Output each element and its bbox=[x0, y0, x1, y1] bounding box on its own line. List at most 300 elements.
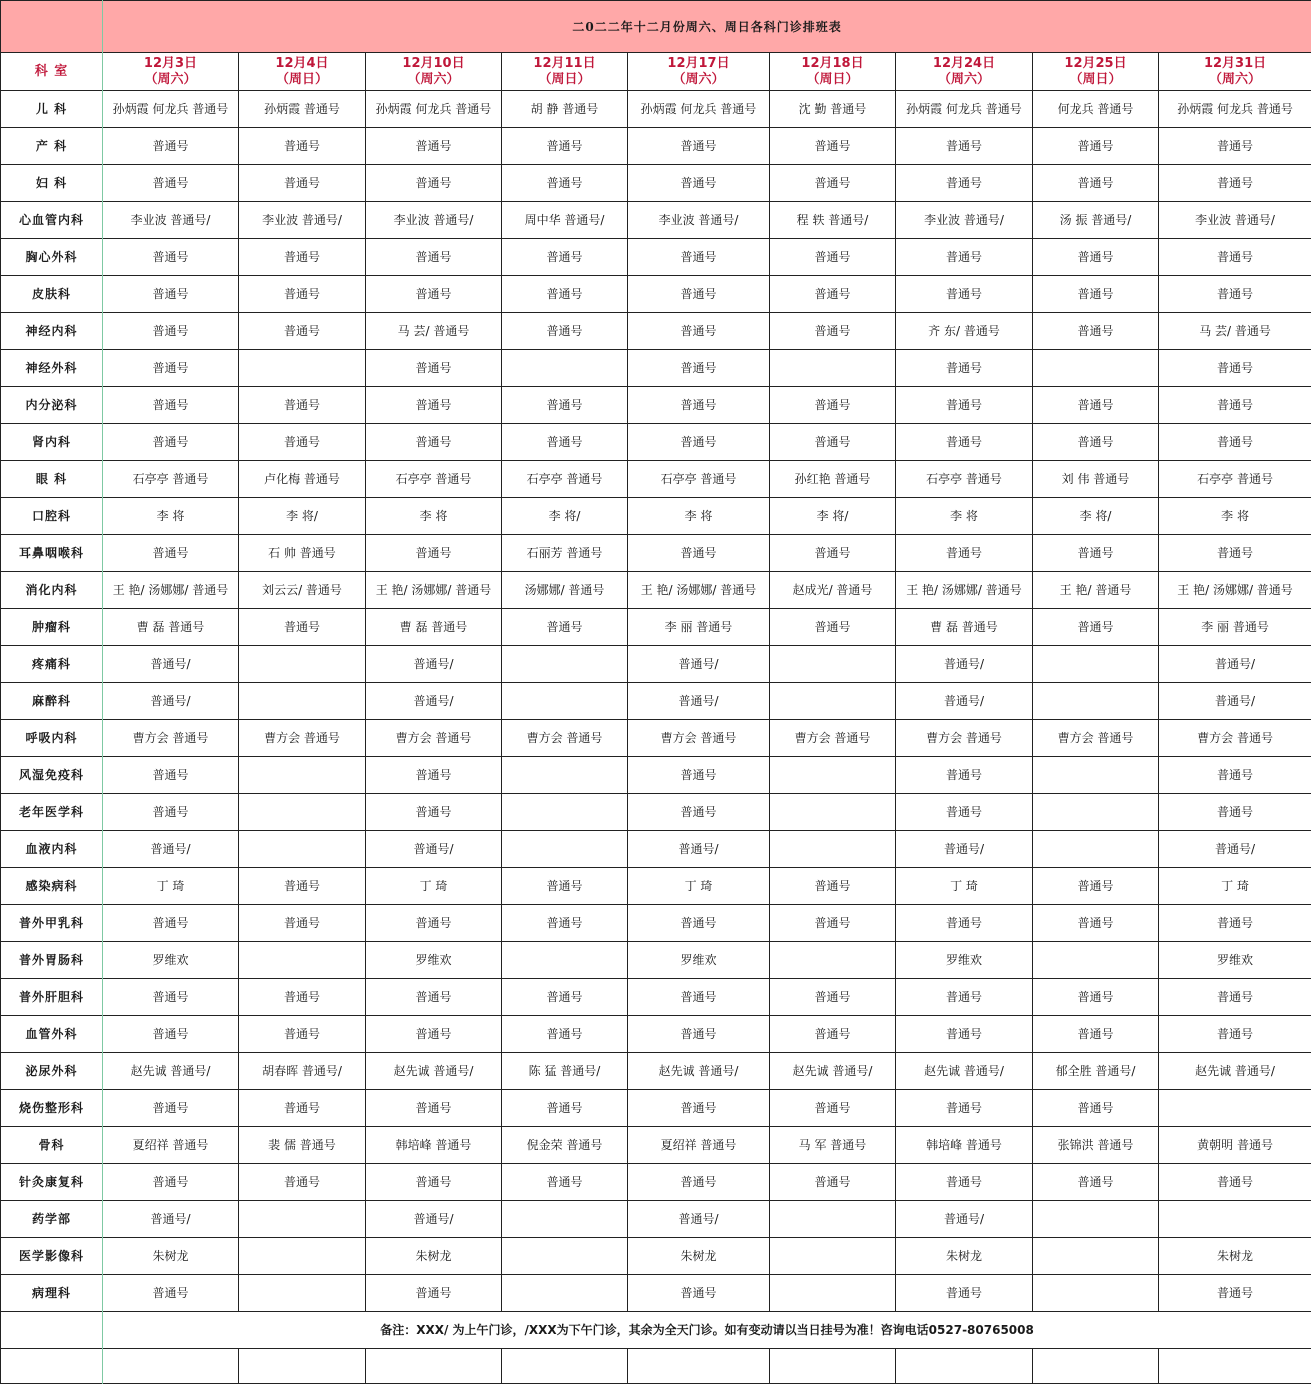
schedule-cell[interactable]: 李 将 bbox=[628, 498, 770, 535]
schedule-cell[interactable]: 普通号 bbox=[896, 350, 1033, 387]
schedule-cell[interactable]: 普通号 bbox=[103, 350, 239, 387]
schedule-cell[interactable]: 普通号/ bbox=[103, 831, 239, 868]
schedule-cell[interactable] bbox=[239, 350, 366, 387]
schedule-cell[interactable]: 普通号/ bbox=[628, 683, 770, 720]
schedule-cell[interactable]: 普通号 bbox=[103, 979, 239, 1016]
schedule-cell[interactable]: 普通号/ bbox=[628, 831, 770, 868]
schedule-cell[interactable]: 普通号 bbox=[239, 868, 366, 905]
schedule-cell[interactable] bbox=[502, 794, 628, 831]
schedule-cell[interactable]: 普通号 bbox=[103, 1164, 239, 1201]
schedule-cell[interactable]: 普通号 bbox=[770, 905, 896, 942]
schedule-cell[interactable]: 普通号 bbox=[1033, 1016, 1159, 1053]
schedule-cell[interactable] bbox=[239, 1201, 366, 1238]
schedule-cell[interactable]: 普通号 bbox=[1159, 387, 1311, 424]
schedule-cell[interactable]: 赵先诚 普通号/ bbox=[770, 1053, 896, 1090]
schedule-cell[interactable] bbox=[1159, 1201, 1311, 1238]
schedule-cell[interactable]: 马 军 普通号 bbox=[770, 1127, 896, 1164]
schedule-cell[interactable] bbox=[239, 1238, 366, 1275]
schedule-cell[interactable]: 曹方会 普通号 bbox=[1159, 720, 1311, 757]
schedule-cell[interactable] bbox=[1033, 831, 1159, 868]
schedule-cell[interactable]: 普通号 bbox=[770, 609, 896, 646]
schedule-cell[interactable]: 普通号 bbox=[1033, 276, 1159, 313]
schedule-cell[interactable]: 赵先诚 普通号/ bbox=[1159, 1053, 1311, 1090]
dept-name-cell[interactable]: 普外肝胆科 bbox=[1, 979, 103, 1016]
schedule-cell[interactable] bbox=[502, 942, 628, 979]
schedule-cell[interactable]: 赵先诚 普通号/ bbox=[103, 1053, 239, 1090]
empty-sheet-cell[interactable] bbox=[366, 1349, 502, 1384]
schedule-cell[interactable]: 普通号 bbox=[1159, 1164, 1311, 1201]
schedule-cell[interactable] bbox=[1159, 1090, 1311, 1127]
schedule-cell[interactable]: 普通号 bbox=[628, 276, 770, 313]
schedule-cell[interactable]: 普通号 bbox=[366, 794, 502, 831]
schedule-cell[interactable]: 普通号 bbox=[770, 1090, 896, 1127]
schedule-cell[interactable]: 李业波 普通号/ bbox=[239, 202, 366, 239]
schedule-cell[interactable]: 何龙兵 普通号 bbox=[1033, 91, 1159, 128]
schedule-cell[interactable]: 普通号 bbox=[366, 424, 502, 461]
schedule-cell[interactable]: 普通号 bbox=[103, 276, 239, 313]
schedule-cell[interactable]: 丁 琦 bbox=[896, 868, 1033, 905]
schedule-cell[interactable] bbox=[239, 757, 366, 794]
schedule-cell[interactable]: 普通号 bbox=[239, 387, 366, 424]
dept-name-cell[interactable]: 普外胃肠科 bbox=[1, 942, 103, 979]
schedule-cell[interactable]: 普通号 bbox=[1159, 350, 1311, 387]
schedule-cell[interactable]: 普通号 bbox=[1159, 757, 1311, 794]
schedule-cell[interactable]: 黄朝明 普通号 bbox=[1159, 1127, 1311, 1164]
schedule-cell[interactable]: 普通号 bbox=[896, 1016, 1033, 1053]
schedule-cell[interactable]: 卢化梅 普通号 bbox=[239, 461, 366, 498]
schedule-cell[interactable]: 普通号 bbox=[1033, 387, 1159, 424]
dept-name-cell[interactable]: 神经内科 bbox=[1, 313, 103, 350]
date-header-2[interactable] bbox=[366, 53, 502, 91]
schedule-cell[interactable]: 普通号 bbox=[628, 165, 770, 202]
schedule-cell[interactable]: 朱树龙 bbox=[896, 1238, 1033, 1275]
schedule-cell[interactable]: 普通号 bbox=[770, 424, 896, 461]
schedule-cell[interactable]: 普通号 bbox=[896, 239, 1033, 276]
schedule-cell[interactable]: 王 艳/ 汤娜娜/ 普通号 bbox=[366, 572, 502, 609]
schedule-cell[interactable]: 普通号 bbox=[103, 794, 239, 831]
schedule-cell[interactable]: 刘 伟 普通号 bbox=[1033, 461, 1159, 498]
dept-name-cell[interactable]: 肾内科 bbox=[1, 424, 103, 461]
schedule-cell[interactable] bbox=[1033, 1275, 1159, 1312]
dept-name-cell[interactable]: 皮肤科 bbox=[1, 276, 103, 313]
schedule-cell[interactable]: 普通号/ bbox=[1159, 646, 1311, 683]
schedule-cell[interactable]: 普通号 bbox=[896, 1164, 1033, 1201]
schedule-cell[interactable]: 汤娜娜/ 普通号 bbox=[502, 572, 628, 609]
schedule-cell[interactable]: 普通号 bbox=[628, 905, 770, 942]
schedule-cell[interactable]: 李 将 bbox=[366, 498, 502, 535]
schedule-cell[interactable]: 普通号 bbox=[628, 535, 770, 572]
schedule-cell[interactable]: 普通号 bbox=[896, 165, 1033, 202]
schedule-cell[interactable]: 普通号/ bbox=[366, 1201, 502, 1238]
schedule-cell[interactable]: 普通号 bbox=[628, 424, 770, 461]
schedule-cell[interactable]: 普通号 bbox=[896, 128, 1033, 165]
schedule-cell[interactable]: 朱树龙 bbox=[1159, 1238, 1311, 1275]
schedule-cell[interactable]: 夏绍祥 普通号 bbox=[628, 1127, 770, 1164]
dept-name-cell[interactable]: 老年医学科 bbox=[1, 794, 103, 831]
schedule-cell[interactable]: 王 艳/ 普通号 bbox=[1033, 572, 1159, 609]
schedule-cell[interactable]: 李 将 bbox=[1159, 498, 1311, 535]
schedule-cell[interactable]: 李 将 bbox=[103, 498, 239, 535]
schedule-cell[interactable]: 普通号 bbox=[103, 535, 239, 572]
schedule-cell[interactable]: 石亭亭 普通号 bbox=[896, 461, 1033, 498]
schedule-cell[interactable]: 李 将/ bbox=[770, 498, 896, 535]
schedule-cell[interactable]: 普通号 bbox=[770, 313, 896, 350]
dept-name-cell[interactable]: 耳鼻咽喉科 bbox=[1, 535, 103, 572]
schedule-cell[interactable] bbox=[239, 942, 366, 979]
schedule-cell[interactable]: 普通号/ bbox=[896, 1201, 1033, 1238]
schedule-cell[interactable]: 普通号 bbox=[366, 1016, 502, 1053]
schedule-cell[interactable]: 普通号 bbox=[1033, 424, 1159, 461]
schedule-cell[interactable]: 普通号/ bbox=[628, 646, 770, 683]
schedule-cell[interactable]: 普通号 bbox=[103, 1090, 239, 1127]
schedule-cell[interactable] bbox=[770, 350, 896, 387]
schedule-cell[interactable]: 曹方会 普通号 bbox=[1033, 720, 1159, 757]
schedule-cell[interactable]: 罗维欢 bbox=[103, 942, 239, 979]
schedule-cell[interactable]: 普通号/ bbox=[103, 683, 239, 720]
schedule-cell[interactable]: 孙炳霞 何龙兵 普通号 bbox=[103, 91, 239, 128]
schedule-cell[interactable]: 普通号 bbox=[1159, 424, 1311, 461]
schedule-cell[interactable]: 普通号 bbox=[366, 757, 502, 794]
schedule-cell[interactable] bbox=[502, 831, 628, 868]
schedule-cell[interactable]: 普通号 bbox=[896, 387, 1033, 424]
schedule-cell[interactable]: 郁全胜 普通号/ bbox=[1033, 1053, 1159, 1090]
schedule-cell[interactable]: 普通号 bbox=[770, 535, 896, 572]
schedule-cell[interactable]: 石 帅 普通号 bbox=[239, 535, 366, 572]
schedule-cell[interactable]: 张锦洪 普通号 bbox=[1033, 1127, 1159, 1164]
empty-sheet-cell[interactable] bbox=[239, 1349, 366, 1384]
schedule-cell[interactable]: 曹方会 普通号 bbox=[502, 720, 628, 757]
schedule-cell[interactable]: 普通号 bbox=[1159, 794, 1311, 831]
note-lead-cell[interactable] bbox=[1, 1312, 103, 1349]
schedule-cell[interactable]: 曹方会 普通号 bbox=[366, 720, 502, 757]
empty-sheet-cell[interactable] bbox=[1033, 1349, 1159, 1384]
schedule-cell[interactable]: 普通号 bbox=[103, 239, 239, 276]
schedule-cell[interactable]: 曹 磊 普通号 bbox=[366, 609, 502, 646]
schedule-cell[interactable]: 裴 儒 普通号 bbox=[239, 1127, 366, 1164]
dept-name-cell[interactable]: 药学部 bbox=[1, 1201, 103, 1238]
schedule-cell[interactable]: 普通号 bbox=[628, 979, 770, 1016]
dept-name-cell[interactable]: 内分泌科 bbox=[1, 387, 103, 424]
schedule-cell[interactable]: 普通号 bbox=[103, 757, 239, 794]
schedule-cell[interactable]: 马 芸/ 普通号 bbox=[1159, 313, 1311, 350]
schedule-cell[interactable] bbox=[502, 683, 628, 720]
schedule-cell[interactable]: 普通号 bbox=[502, 424, 628, 461]
schedule-cell[interactable]: 沈 勤 普通号 bbox=[770, 91, 896, 128]
schedule-cell[interactable]: 胡春晖 普通号/ bbox=[239, 1053, 366, 1090]
schedule-cell[interactable]: 韩培峰 普通号 bbox=[896, 1127, 1033, 1164]
schedule-cell[interactable]: 普通号 bbox=[628, 1016, 770, 1053]
schedule-cell[interactable]: 王 艳/ 汤娜娜/ 普通号 bbox=[1159, 572, 1311, 609]
date-header-8[interactable] bbox=[1159, 53, 1311, 91]
schedule-cell[interactable] bbox=[770, 757, 896, 794]
schedule-cell[interactable]: 普通号 bbox=[896, 1090, 1033, 1127]
schedule-cell[interactable]: 普通号 bbox=[502, 1164, 628, 1201]
empty-sheet-cell[interactable] bbox=[1, 1349, 103, 1384]
schedule-cell[interactable]: 普通号 bbox=[1033, 609, 1159, 646]
dept-name-cell[interactable]: 疼痛科 bbox=[1, 646, 103, 683]
schedule-cell[interactable]: 李业波 普通号/ bbox=[103, 202, 239, 239]
schedule-cell[interactable]: 普通号 bbox=[502, 1016, 628, 1053]
schedule-cell[interactable]: 普通号 bbox=[239, 609, 366, 646]
dept-name-cell[interactable]: 医学影像科 bbox=[1, 1238, 103, 1275]
empty-sheet-cell[interactable] bbox=[770, 1349, 896, 1384]
schedule-cell[interactable]: 陈 猛 普通号/ bbox=[502, 1053, 628, 1090]
schedule-cell[interactable]: 丁 琦 bbox=[628, 868, 770, 905]
schedule-cell[interactable]: 赵先诚 普通号/ bbox=[896, 1053, 1033, 1090]
schedule-cell[interactable]: 李业波 普通号/ bbox=[1159, 202, 1311, 239]
schedule-cell[interactable]: 普通号 bbox=[1033, 313, 1159, 350]
schedule-cell[interactable]: 罗维欢 bbox=[628, 942, 770, 979]
schedule-cell[interactable] bbox=[502, 1238, 628, 1275]
schedule-cell[interactable] bbox=[502, 646, 628, 683]
schedule-cell[interactable]: 普通号 bbox=[502, 609, 628, 646]
schedule-cell[interactable]: 普通号 bbox=[1159, 979, 1311, 1016]
schedule-cell[interactable]: 普通号/ bbox=[896, 646, 1033, 683]
schedule-cell[interactable]: 普通号 bbox=[103, 1016, 239, 1053]
dept-name-cell[interactable]: 麻醉科 bbox=[1, 683, 103, 720]
schedule-cell[interactable]: 普通号 bbox=[239, 239, 366, 276]
schedule-cell[interactable]: 普通号 bbox=[239, 1016, 366, 1053]
schedule-cell[interactable] bbox=[770, 1238, 896, 1275]
schedule-cell[interactable]: 普通号 bbox=[628, 794, 770, 831]
schedule-cell[interactable]: 赵成光/ 普通号 bbox=[770, 572, 896, 609]
schedule-cell[interactable] bbox=[1033, 942, 1159, 979]
schedule-cell[interactable]: 普通号 bbox=[1033, 239, 1159, 276]
schedule-cell[interactable]: 普通号 bbox=[1033, 905, 1159, 942]
dept-name-cell[interactable]: 产 科 bbox=[1, 128, 103, 165]
dept-name-cell[interactable]: 口腔科 bbox=[1, 498, 103, 535]
schedule-cell[interactable]: 普通号 bbox=[103, 424, 239, 461]
schedule-cell[interactable]: 朱树龙 bbox=[628, 1238, 770, 1275]
empty-sheet-cell[interactable] bbox=[502, 1349, 628, 1384]
date-header-6[interactable] bbox=[896, 53, 1033, 91]
footnote[interactable]: 备注：XXX/ 为上午门诊，/XXX为下午门诊，其余为全天门诊。如有变动请以当日挂号为准！咨询电话0527-80765008 bbox=[103, 1312, 1311, 1349]
schedule-cell[interactable] bbox=[770, 646, 896, 683]
schedule-cell[interactable]: 普通号 bbox=[770, 868, 896, 905]
schedule-cell[interactable]: 普通号 bbox=[896, 979, 1033, 1016]
schedule-cell[interactable]: 石亭亭 普通号 bbox=[366, 461, 502, 498]
schedule-cell[interactable] bbox=[502, 1201, 628, 1238]
schedule-cell[interactable]: 普通号 bbox=[628, 128, 770, 165]
schedule-cell[interactable]: 普通号 bbox=[502, 905, 628, 942]
schedule-cell[interactable]: 普通号 bbox=[1159, 276, 1311, 313]
schedule-cell[interactable]: 李 将/ bbox=[1033, 498, 1159, 535]
schedule-cell[interactable]: 普通号 bbox=[502, 387, 628, 424]
schedule-cell[interactable]: 曹方会 普通号 bbox=[770, 720, 896, 757]
dept-name-cell[interactable]: 病理科 bbox=[1, 1275, 103, 1312]
schedule-cell[interactable]: 普通号 bbox=[770, 1164, 896, 1201]
schedule-cell[interactable]: 曹方会 普通号 bbox=[628, 720, 770, 757]
dept-name-cell[interactable]: 呼吸内科 bbox=[1, 720, 103, 757]
schedule-cell[interactable]: 齐 东/ 普通号 bbox=[896, 313, 1033, 350]
dept-name-cell[interactable]: 心血管内科 bbox=[1, 202, 103, 239]
schedule-cell[interactable]: 普通号 bbox=[628, 313, 770, 350]
schedule-cell[interactable]: 普通号/ bbox=[366, 646, 502, 683]
schedule-cell[interactable]: 赵先诚 普通号/ bbox=[366, 1053, 502, 1090]
schedule-cell[interactable]: 普通号 bbox=[502, 276, 628, 313]
schedule-cell[interactable]: 普通号 bbox=[1033, 979, 1159, 1016]
schedule-cell[interactable] bbox=[502, 757, 628, 794]
schedule-cell[interactable]: 李 将/ bbox=[239, 498, 366, 535]
schedule-cell[interactable]: 普通号 bbox=[628, 387, 770, 424]
schedule-cell[interactable]: 刘云云/ 普通号 bbox=[239, 572, 366, 609]
schedule-cell[interactable]: 孙红艳 普通号 bbox=[770, 461, 896, 498]
schedule-cell[interactable]: 普通号 bbox=[502, 868, 628, 905]
schedule-cell[interactable]: 普通号 bbox=[239, 905, 366, 942]
schedule-cell[interactable]: 普通号/ bbox=[1159, 831, 1311, 868]
schedule-cell[interactable]: 普通号 bbox=[502, 1090, 628, 1127]
schedule-cell[interactable]: 普通号 bbox=[628, 239, 770, 276]
schedule-cell[interactable]: 李 将/ bbox=[502, 498, 628, 535]
dept-name-cell[interactable]: 骨科 bbox=[1, 1127, 103, 1164]
schedule-cell[interactable]: 汤 振 普通号/ bbox=[1033, 202, 1159, 239]
schedule-cell[interactable]: 韩培峰 普通号 bbox=[366, 1127, 502, 1164]
schedule-cell[interactable]: 丁 琦 bbox=[366, 868, 502, 905]
empty-sheet-cell[interactable] bbox=[628, 1349, 770, 1384]
empty-sheet-cell[interactable] bbox=[103, 1349, 239, 1384]
schedule-cell[interactable]: 曹方会 普通号 bbox=[896, 720, 1033, 757]
schedule-cell[interactable]: 曹方会 普通号 bbox=[239, 720, 366, 757]
dept-name-cell[interactable]: 妇 科 bbox=[1, 165, 103, 202]
dept-name-cell[interactable]: 血液内科 bbox=[1, 831, 103, 868]
schedule-cell[interactable]: 普通号/ bbox=[366, 683, 502, 720]
schedule-cell[interactable] bbox=[770, 942, 896, 979]
schedule-cell[interactable]: 普通号/ bbox=[366, 831, 502, 868]
schedule-cell[interactable]: 普通号 bbox=[1033, 1090, 1159, 1127]
schedule-cell[interactable]: 普通号 bbox=[1033, 165, 1159, 202]
schedule-cell[interactable]: 普通号 bbox=[1033, 128, 1159, 165]
schedule-cell[interactable]: 孙炳霞 何龙兵 普通号 bbox=[1159, 91, 1311, 128]
schedule-cell[interactable]: 普通号 bbox=[502, 979, 628, 1016]
schedule-cell[interactable]: 普通号 bbox=[502, 165, 628, 202]
schedule-cell[interactable]: 普通号 bbox=[896, 905, 1033, 942]
schedule-cell[interactable]: 普通号 bbox=[896, 794, 1033, 831]
schedule-cell[interactable]: 曹 磊 普通号 bbox=[896, 609, 1033, 646]
schedule-cell[interactable]: 普通号 bbox=[770, 979, 896, 1016]
date-header-4[interactable] bbox=[628, 53, 770, 91]
schedule-cell[interactable]: 普通号 bbox=[366, 350, 502, 387]
schedule-cell[interactable]: 普通号 bbox=[366, 1164, 502, 1201]
schedule-cell[interactable]: 普通号 bbox=[1159, 165, 1311, 202]
schedule-cell[interactable] bbox=[1033, 683, 1159, 720]
schedule-cell[interactable]: 普通号 bbox=[896, 1275, 1033, 1312]
schedule-cell[interactable]: 普通号 bbox=[366, 239, 502, 276]
dept-name-cell[interactable]: 肿瘤科 bbox=[1, 609, 103, 646]
dept-name-cell[interactable]: 风湿免疫科 bbox=[1, 757, 103, 794]
schedule-cell[interactable]: 石亭亭 普通号 bbox=[103, 461, 239, 498]
schedule-cell[interactable]: 普通号 bbox=[1159, 239, 1311, 276]
schedule-cell[interactable] bbox=[1033, 1238, 1159, 1275]
schedule-cell[interactable]: 石丽芳 普通号 bbox=[502, 535, 628, 572]
schedule-cell[interactable]: 普通号 bbox=[239, 424, 366, 461]
schedule-cell[interactable]: 丁 琦 bbox=[103, 868, 239, 905]
schedule-cell[interactable]: 普通号 bbox=[1159, 128, 1311, 165]
schedule-cell[interactable]: 普通号 bbox=[366, 535, 502, 572]
schedule-cell[interactable]: 罗维欢 bbox=[1159, 942, 1311, 979]
schedule-cell[interactable]: 普通号 bbox=[239, 313, 366, 350]
schedule-cell[interactable]: 普通号/ bbox=[896, 683, 1033, 720]
schedule-cell[interactable]: 普通号 bbox=[239, 276, 366, 313]
schedule-cell[interactable]: 普通号 bbox=[239, 1090, 366, 1127]
schedule-cell[interactable] bbox=[1033, 757, 1159, 794]
empty-sheet-cell[interactable] bbox=[1159, 1349, 1311, 1384]
schedule-cell[interactable]: 普通号 bbox=[502, 239, 628, 276]
schedule-cell[interactable]: 普通号 bbox=[1159, 1275, 1311, 1312]
schedule-cell[interactable]: 王 艳/ 汤娜娜/ 普通号 bbox=[896, 572, 1033, 609]
schedule-cell[interactable]: 普通号 bbox=[770, 128, 896, 165]
date-header-0[interactable] bbox=[103, 53, 239, 91]
schedule-cell[interactable]: 普通号 bbox=[628, 1275, 770, 1312]
schedule-cell[interactable] bbox=[1033, 1201, 1159, 1238]
schedule-cell[interactable]: 马 芸/ 普通号 bbox=[366, 313, 502, 350]
schedule-cell[interactable]: 孙炳霞 何龙兵 普通号 bbox=[628, 91, 770, 128]
dept-name-cell[interactable]: 感染病科 bbox=[1, 868, 103, 905]
schedule-cell[interactable]: 赵先诚 普通号/ bbox=[628, 1053, 770, 1090]
title-corner-cell[interactable] bbox=[1, 1, 103, 53]
schedule-cell[interactable]: 孙炳霞 何龙兵 普通号 bbox=[366, 91, 502, 128]
schedule-cell[interactable]: 普通号 bbox=[366, 128, 502, 165]
schedule-cell[interactable]: 普通号 bbox=[366, 979, 502, 1016]
schedule-cell[interactable]: 普通号 bbox=[896, 424, 1033, 461]
schedule-cell[interactable]: 普通号 bbox=[366, 276, 502, 313]
schedule-cell[interactable]: 李 将 bbox=[896, 498, 1033, 535]
schedule-cell[interactable]: 普通号 bbox=[103, 905, 239, 942]
schedule-cell[interactable]: 孙炳霞 何龙兵 普通号 bbox=[896, 91, 1033, 128]
schedule-cell[interactable]: 普通号 bbox=[366, 165, 502, 202]
schedule-cell[interactable] bbox=[770, 1275, 896, 1312]
schedule-cell[interactable]: 李 丽 普通号 bbox=[1159, 609, 1311, 646]
schedule-cell[interactable]: 普通号/ bbox=[1159, 683, 1311, 720]
schedule-cell[interactable]: 普通号 bbox=[239, 979, 366, 1016]
schedule-cell[interactable]: 普通号 bbox=[1033, 1164, 1159, 1201]
schedule-cell[interactable]: 普通号 bbox=[628, 1090, 770, 1127]
schedule-cell[interactable]: 夏绍祥 普通号 bbox=[103, 1127, 239, 1164]
schedule-cell[interactable]: 普通号 bbox=[103, 1275, 239, 1312]
schedule-cell[interactable]: 普通号 bbox=[366, 905, 502, 942]
date-header-7[interactable] bbox=[1033, 53, 1159, 91]
schedule-cell[interactable] bbox=[1033, 350, 1159, 387]
schedule-cell[interactable]: 石亭亭 普通号 bbox=[502, 461, 628, 498]
schedule-cell[interactable] bbox=[502, 350, 628, 387]
schedule-cell[interactable]: 普通号 bbox=[1033, 535, 1159, 572]
schedule-cell[interactable]: 普通号 bbox=[103, 128, 239, 165]
schedule-cell[interactable] bbox=[239, 683, 366, 720]
schedule-cell[interactable] bbox=[239, 646, 366, 683]
schedule-cell[interactable]: 曹 磊 普通号 bbox=[103, 609, 239, 646]
schedule-cell[interactable]: 李业波 普通号/ bbox=[628, 202, 770, 239]
schedule-cell[interactable] bbox=[239, 1275, 366, 1312]
schedule-cell[interactable]: 普通号 bbox=[366, 1090, 502, 1127]
schedule-cell[interactable]: 普通号/ bbox=[103, 646, 239, 683]
schedule-cell[interactable]: 普通号 bbox=[770, 1016, 896, 1053]
schedule-cell[interactable]: 普通号 bbox=[628, 350, 770, 387]
schedule-cell[interactable] bbox=[770, 1201, 896, 1238]
schedule-cell[interactable]: 普通号 bbox=[366, 1275, 502, 1312]
dept-name-cell[interactable]: 胸心外科 bbox=[1, 239, 103, 276]
schedule-cell[interactable]: 倪金荣 普通号 bbox=[502, 1127, 628, 1164]
schedule-cell[interactable]: 普通号 bbox=[103, 165, 239, 202]
schedule-cell[interactable]: 普通号 bbox=[239, 1164, 366, 1201]
dept-name-cell[interactable]: 普外甲乳科 bbox=[1, 905, 103, 942]
dept-name-cell[interactable]: 神经外科 bbox=[1, 350, 103, 387]
schedule-cell[interactable]: 丁 琦 bbox=[1159, 868, 1311, 905]
schedule-cell[interactable]: 普通号 bbox=[1033, 868, 1159, 905]
schedule-cell[interactable]: 普通号 bbox=[896, 535, 1033, 572]
schedule-cell[interactable]: 李业波 普通号/ bbox=[896, 202, 1033, 239]
schedule-cell[interactable]: 普通号 bbox=[502, 128, 628, 165]
dept-name-cell[interactable]: 针灸康复科 bbox=[1, 1164, 103, 1201]
schedule-cell[interactable]: 普通号/ bbox=[103, 1201, 239, 1238]
